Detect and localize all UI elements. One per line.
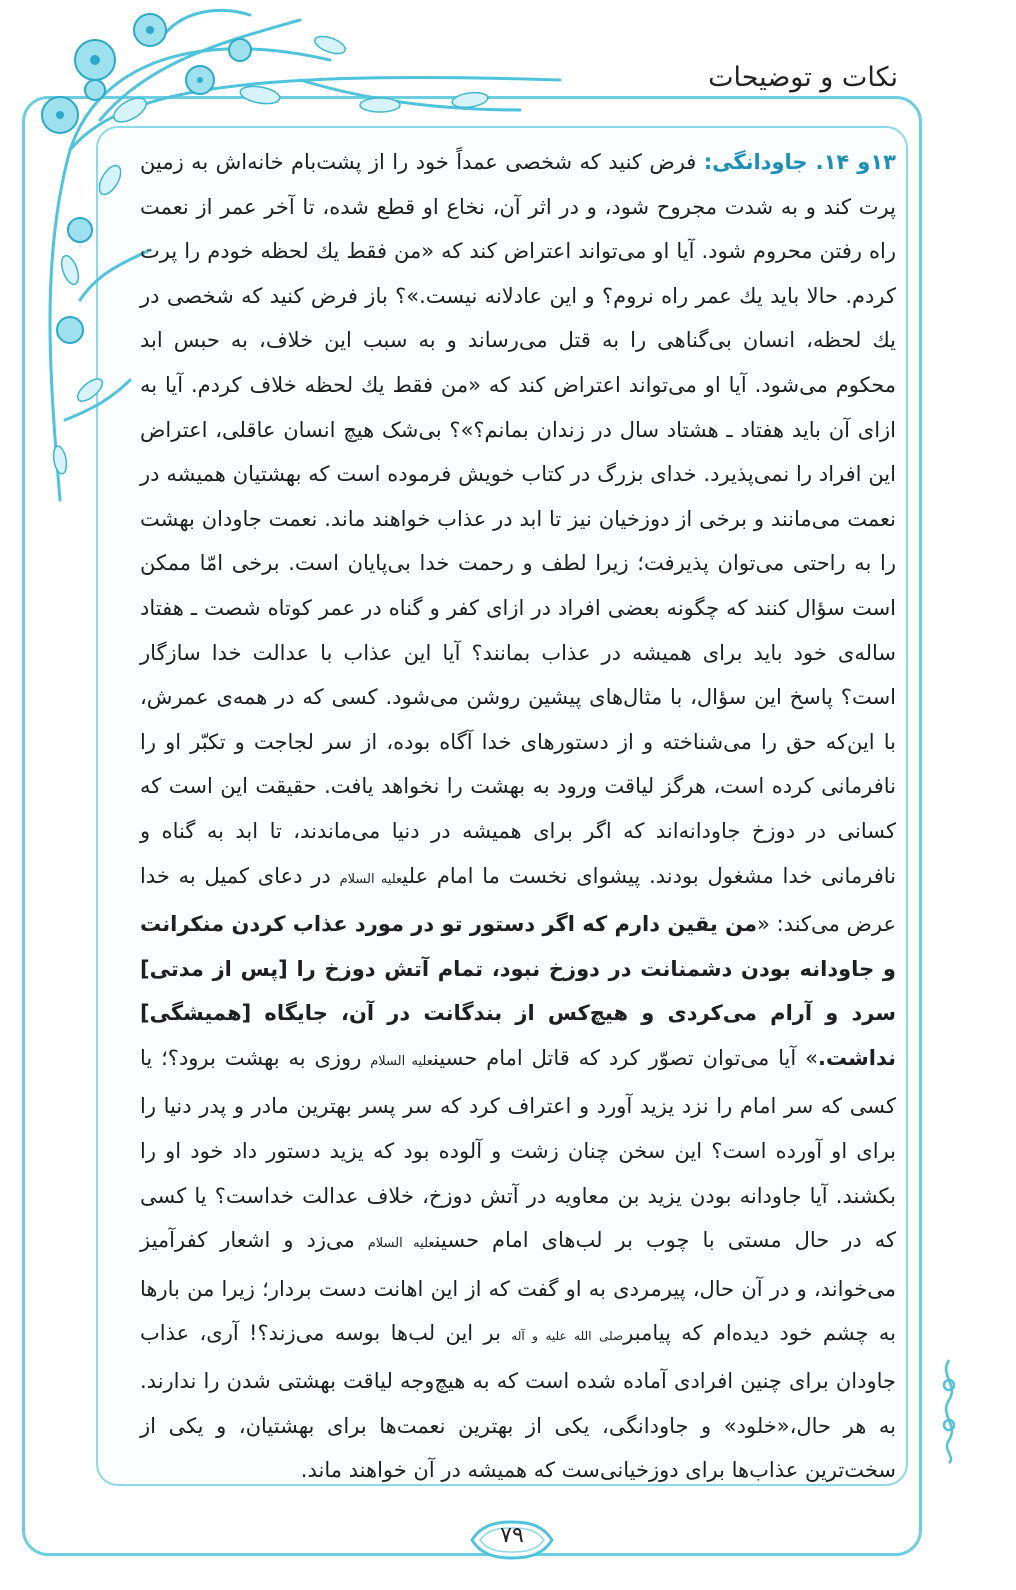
text-segment-6: بر این لب‌ها بوسه می‌زند؟! آری، عذاب جاودان برای چنین افرادی آماده شده است که به هیچ‌وجه لیاقت بهشتی شدن را ندارند. به هر حال،«خلود» و جاودانگی، یکی از بهترین نعمت‌ها برای بهشتیان، و یکی از سخت‌ترین عذاب‌ها برای دوزخیانی‌ست که همیشه در آن خواهند ماند. bbox=[140, 1321, 896, 1483]
page-number: ۷۹ bbox=[500, 1523, 524, 1548]
dua-kumayl-quote: من یقین دارم که اگر دستور تو در مورد عذاب کردن منکرانت و جاودانه بودن دشمنانت در دوزخ نبود، تمام آتش دوزخ را [پس از مدتی] سرد و آرام می‌کردی و هیچ‌کس از بندگانت در آن، جایگاه [همیشگی] نداشت. bbox=[140, 912, 897, 1070]
side-ornament-icon bbox=[934, 1355, 964, 1465]
item-heading: ۱۳و ۱۴. جاودانگی: bbox=[703, 150, 896, 174]
text-segment-5: می‌زد و اشعار کفرآمیز می‌خواند، و در آن حال، پیرمردی به او گفت که از این اهانت دست بردار؛ زیرا من بارها به چشم خود دیده‌ام که پیامبر bbox=[140, 1228, 896, 1346]
honorific-ali: علیه السلام bbox=[339, 871, 403, 887]
text-segment-4: روزی به بهشت برود؟؛ یا کسی که سر امام را نزد یزید آورد و اعتراف کرد که سر پسر بهترین مادر و پدر دنیا را برای او آورده است؟ این سخن چنان زشت و آلوده بود که یزید دستور داد خود او را بکشند. آیا جاودانه بودن یزید بن معاویه در آتش دوزخ، خلاف عدالت خداست؟ یا کسی که در حال مستی با چوب بر لب‌های امام حسین bbox=[140, 1045, 897, 1253]
honorific-husain-2: علیه السلام bbox=[367, 1236, 435, 1252]
section-title: نکات و توضیحات bbox=[708, 62, 898, 93]
text-segment-2: در دعای کمیل به خدا عرض می‌کند: « bbox=[140, 863, 896, 937]
text-segment-3: » آیا می‌توان تصوّر کرد که قاتل امام حسین bbox=[433, 1045, 818, 1070]
body-text bbox=[140, 140, 896, 1493]
honorific-prophet: صلی الله علیه و آله bbox=[511, 1329, 624, 1344]
body-paragraph bbox=[140, 140, 896, 1493]
text-segment-1: فرض کنید که شخصی عمداً خود را از پشت‌بام خانه‌اش به زمین پرت کند و به شدت مجروح شود، و در اثر آن، نخاع او قطع شده، تا آخر عمر از نعمت راه رفتن محروم شود. آیا او می‌تواند اعتراض کند که «من فقط یك لحظه خودم را پرت کردم. حالا باید یك عمر راه نروم؟ و این عادلانه نیست.»؟ باز فرض کنید که شخصی در یك لحظه، انسان بی‌گناهی را به قتل می‌رساند و به سبب این خلاف، به حبس ابد محکوم می‌شود. آیا او می‌تواند اعتراض کند که «من فقط یك لحظه خلاف کردم. آیا به ازای آن باید هفتاد ـ هشتاد سال در زندان بمانم؟»؟ بی‌شک هیچ انسان عاقلی، اعتراض این افراد را نمی‌پذیرد. خدای بزرگ در کتاب خویش فرموده است که بهشتیان همیشه در نعمت می‌مانند و برخی از دوزخیان نیز تا ابد در عذاب خواهند ماند. نعمت جاودان بهشت را به راحتی می‌توان پذیرفت؛ زیرا لطف و رحمت خدا بی‌پایان است. برخی امّا ممکن است سؤال کنند که چگونه بعضی افراد در ازای کفر و گناه در عمر کوتاه شصت ـ هفتاد ساله‌ی خود باید برای همیشه در عذاب بمانند؟ آیا این عذاب با عدالت خدا سازگار است؟ پاسخ این سؤال، با مثال‌های پیشین روشن می‌شود. کسی که در همه‌ی عمرش، با این‌که حق را می‌شناخته و از دستورهای خدا آگاه بوده، از سر لجاجت و تکبّر او را نافرمانی کرده است، هرگز لیاقت ورود به بهشت را نخواهد یافت. حقیقت این است که کسانی در دوزخ جاودانه‌اند که اگر برای همیشه در دنیا می‌ماندند، تا ابد به گناه و نافرمانی خدا مشغول بودند. پیشوای نخست ما امام علی bbox=[140, 150, 897, 888]
honorific-husain-1: علیه السلام bbox=[370, 1053, 433, 1069]
